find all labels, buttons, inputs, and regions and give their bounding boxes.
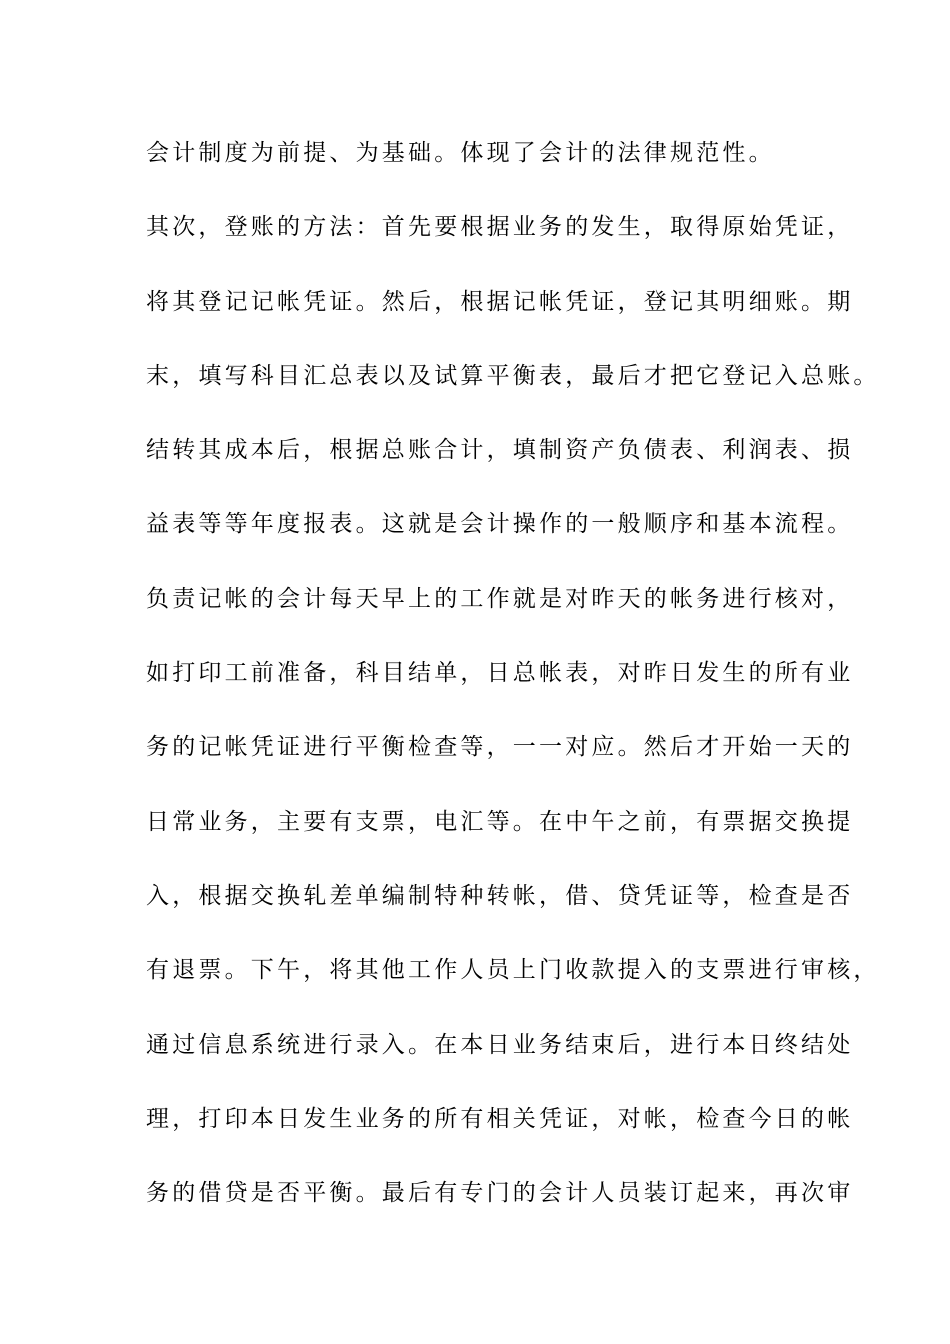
text-line-3: 将其登记记帐凭证。然后，根据记帐凭证，登记其明细账。期: [146, 288, 854, 315]
text-line-1: 会计制度为前提、为基础。体现了会计的法律规范性。: [146, 140, 775, 166]
text-line-11: 入，根据交换轧差单编制特种转帐，借、贷凭证等，检查是否: [146, 882, 854, 909]
text-line-7: 负责记帐的会计每天早上的工作就是对昨天的帐务进行核对，: [146, 585, 854, 612]
text-line-5: 结转其成本后，根据总账合计，填制资产负债表、利润表、损: [146, 437, 854, 464]
text-line-8: 如打印工前准备，科目结单，日总帐表，对昨日发生的所有业: [146, 660, 854, 687]
text-line-4: 末，填写科目汇总表以及试算平衡表，最后才把它登记入总账。: [146, 362, 880, 389]
text-line-9: 务的记帐凭证进行平衡检查等，一一对应。然后才开始一天的: [146, 734, 854, 761]
body-text: [146, 131, 880, 1245]
text-line-13: 通过信息系统进行录入。在本日业务结束后，进行本日终结处: [146, 1031, 854, 1058]
text-line-10: 日常业务，主要有支票，电汇等。在中午之前，有票据交换提: [146, 808, 854, 835]
text-line-6: 益表等等年度报表。这就是会计操作的一般顺序和基本流程。: [146, 511, 854, 538]
text-line-2: 其次，登账的方法：首先要根据业务的发生，取得原始凭证，: [146, 214, 854, 241]
text-line-15: 务的借贷是否平衡。最后有专门的会计人员装订起来，再次审: [146, 1180, 854, 1207]
text-line-14: 理，打印本日发生业务的所有相关凭证，对帐，检查今日的帐: [146, 1105, 854, 1132]
text-line-12: 有退票。下午，将其他工作人员上门收款提入的支票进行审核，: [146, 957, 880, 984]
